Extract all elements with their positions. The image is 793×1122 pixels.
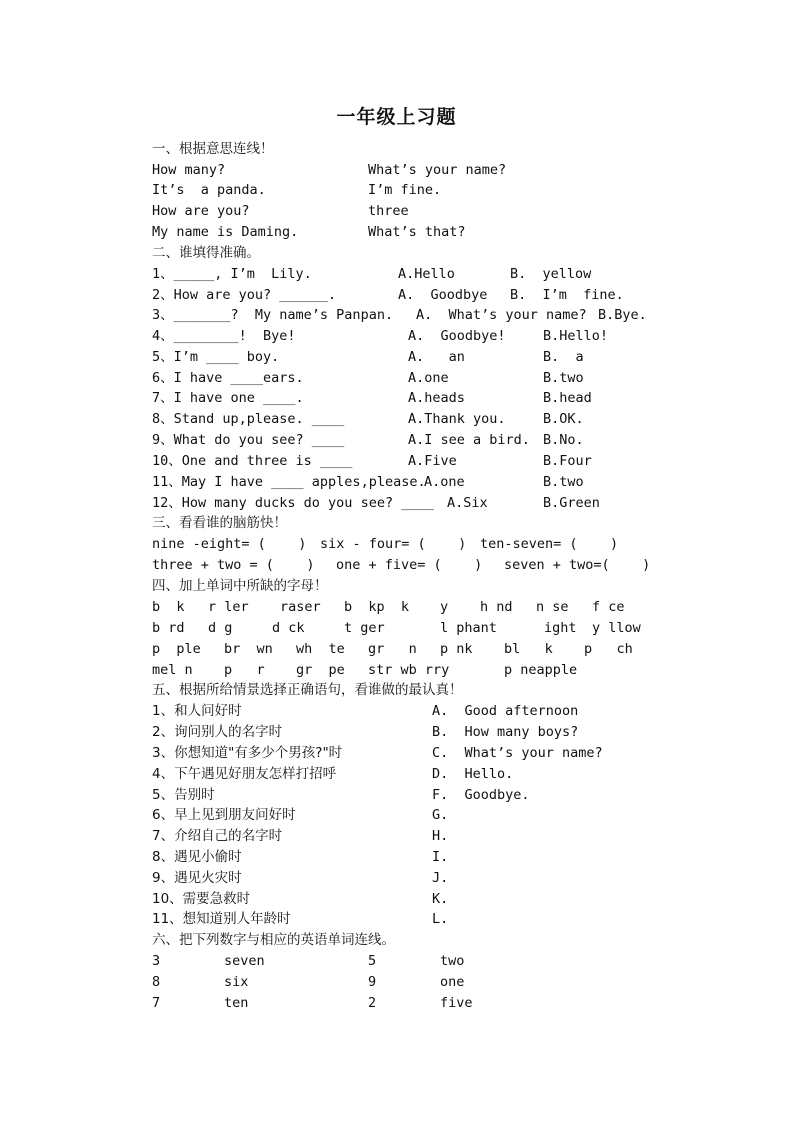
word-row: b rd d g d ck t ger l phant ight y llow <box>152 620 641 636</box>
section-2-heading: 二、谁填得准确。 <box>152 245 260 261</box>
math-row: nine -eight= ( ) six - four= ( ) ten-seven= ( ) <box>152 536 619 552</box>
scenario-row: 4、下午遇见好朋友怎样打招呼 D. Hello. <box>152 766 514 782</box>
scenario-row: 11、想知道别人年龄时 L. <box>152 911 449 927</box>
scenario-row: 9、遇见火灾时 J. <box>152 870 449 886</box>
question-row: 10、One and three is ____ A.Five B.Four <box>152 453 592 469</box>
word-row: mel n p r gr pe str wb rry p neapple <box>152 662 578 678</box>
match-row: How many? What’s your name? <box>152 162 507 178</box>
question-row: 2、How are you? ______. A. Goodbye B. I’m fine. <box>152 287 624 303</box>
number-row: 7 ten 2 five <box>152 995 473 1011</box>
question-row: 5、I’m ____ boy. A. an B. a <box>152 349 584 365</box>
match-row: How are you? three <box>152 203 409 219</box>
number-row: 8 six 9 one <box>152 974 465 990</box>
word-row: p ple br wn wh te gr n p nk bl k p ch <box>152 641 633 657</box>
question-row: 6、I have ____ears. A.one B.two <box>152 370 584 386</box>
section-3-heading: 三、看看谁的脑筋快！ <box>152 515 287 531</box>
scenario-row: 2、询问别人的名字时 B. How many boys? <box>152 724 579 740</box>
math-row: three + two = ( ) one + five= ( ) seven + two=( ) <box>152 557 651 573</box>
word-row: b k r ler raser b kp k y h nd n se f ce <box>152 599 625 615</box>
scenario-row: 6、早上见到朋友问好时 G. <box>152 807 449 823</box>
question-row: 9、What do you see? ____ A.I see a bird. B.No. <box>152 432 584 448</box>
match-row: It’s a panda. I’m fine. <box>152 182 442 198</box>
match-row: My name is Daming. What’s that? <box>152 224 466 240</box>
scenario-row: 1、和人问好时 A. Good afternoon <box>152 703 579 719</box>
page-title: 一年级上习题 <box>336 106 457 128</box>
scenario-row: 8、遇见小偷时 I. <box>152 849 449 865</box>
section-1-heading: 一、根据意思连线！ <box>152 141 274 157</box>
scenario-row: 3、你想知道"有多少个男孩?"时 C. What’s your name? <box>152 745 603 761</box>
question-row: 11、May I have ____ apples,please. A.one B.two <box>152 474 584 490</box>
number-row: 3 seven 5 two <box>152 953 465 969</box>
question-row: 12、How many ducks do you see? ____ A.Six B.Green <box>152 495 600 511</box>
section-6-heading: 六、把下列数字与相应的英语单词连线。 <box>152 932 395 948</box>
section-4-heading: 四、加上单词中所缺的字母！ <box>152 578 328 594</box>
question-row: 4、________! Bye! A. Goodbye! B.Hello! <box>152 328 609 344</box>
section-5-heading: 五、根据所给情景选择正确语句，看谁做的最认真！ <box>152 682 463 698</box>
question-row: 7、I have one ____. A.heads B.head <box>152 390 592 406</box>
scenario-row: 10、需要急救时 K. <box>152 891 449 907</box>
question-row: 1、_____, I’m Lily. A.Hello B. yellow <box>152 266 592 282</box>
question-row: 3、_______? My name’s Panpan. A. What’s your name? B.Bye. <box>152 307 647 323</box>
scenario-row: 5、告别时 F. Goodbye. <box>152 787 530 803</box>
question-row: 8、Stand up,please. ____ A.Thank you. B.OK. <box>152 411 584 427</box>
scenario-row: 7、介绍自己的名字时 H. <box>152 828 449 844</box>
